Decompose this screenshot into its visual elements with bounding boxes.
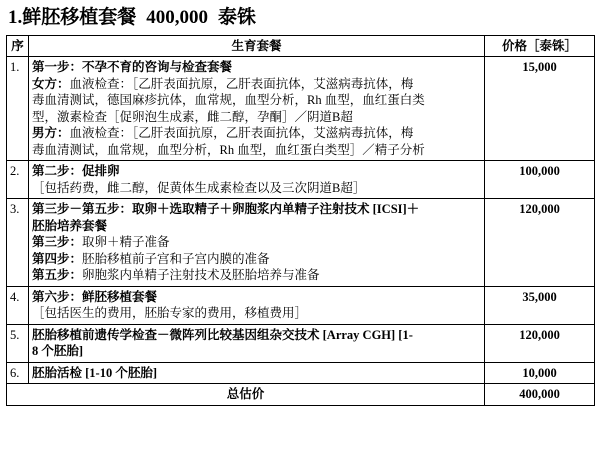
row-line-text: 血液检查：［乙肝表面抗原，乙肝表面抗体，艾滋病毒抗体，梅 — [69, 76, 414, 91]
row-line-label: 第三步： — [32, 235, 83, 250]
row-line-label: 胚胎培养套餐 — [32, 218, 108, 233]
row-body — [29, 286, 485, 324]
row-line-label: 第四步： — [32, 251, 83, 266]
row-line-text: ［包括药费，雌二醇，促黄体生成素检查以及三次阴道B超］ — [32, 180, 366, 195]
table-row — [7, 199, 595, 287]
row-price: 100,000 — [485, 161, 595, 199]
row-line-label: 第二步： — [32, 164, 83, 179]
row-seq: 3. — [7, 199, 29, 287]
row-seq: 2. — [7, 161, 29, 199]
title-currency: 泰铢 — [218, 7, 257, 28]
row-seq: 6. — [7, 362, 29, 384]
row-line-text: 胚胎移植前子宫和子宫内膜的准备 — [82, 251, 270, 266]
row-line-label: 女方： — [32, 76, 70, 91]
package-table — [6, 35, 595, 406]
row-seq: 1. — [7, 57, 29, 161]
row-price: 15,000 — [485, 57, 595, 161]
row-line-text: 鲜胚移植套餐 — [82, 289, 158, 304]
row-price: 120,000 — [485, 199, 595, 287]
table-row — [7, 362, 595, 384]
row-seq: 4. — [7, 286, 29, 324]
table-header-row — [7, 35, 595, 57]
row-line-label: 第五步： — [32, 268, 83, 283]
row-line-text: 取卵＋精子准备 — [82, 235, 170, 250]
row-price: 120,000 — [485, 324, 595, 362]
header-seq: 序 — [7, 35, 29, 57]
total-label: 总估价 — [7, 384, 485, 406]
row-line-label: 男方： — [32, 126, 70, 141]
row-line-text: 毒血清测试，德国麻疹抗体，血常规，血型分析，Rh 血型，血红蛋白类 — [32, 93, 425, 108]
row-line-text: 不孕不育的咨询与检查套餐 — [82, 60, 233, 75]
table-row — [7, 161, 595, 199]
table-row — [7, 57, 595, 161]
row-price: 35,000 — [485, 286, 595, 324]
row-price: 10,000 — [485, 362, 595, 384]
total-row — [7, 384, 595, 406]
row-line-label: 胚胎活检 — [32, 365, 83, 380]
row-line-text: 毒血清测试，血常规，血型分析，Rh 血型，血红蛋白类型］／精子分析 — [32, 142, 425, 157]
table-row — [7, 324, 595, 362]
title-number: 1. — [8, 7, 23, 28]
row-line-text: 促排卵 — [82, 164, 120, 179]
row-body — [29, 199, 485, 287]
table-row — [7, 286, 595, 324]
row-line-text: 取卵＋选取精子＋卵胞浆内单精子注射技术 [ICSI]＋ — [132, 202, 420, 217]
row-line-text: [1-10 个胚胎] — [82, 365, 158, 380]
row-seq: 5. — [7, 324, 29, 362]
row-line-label: 第六步： — [32, 289, 83, 304]
row-line-label: 第一步： — [32, 60, 83, 75]
row-line-text: 型，激素检查［促卵泡生成素，雌二醇，孕酮］／阴道B超 — [32, 109, 353, 124]
page-title — [8, 6, 594, 30]
title-main: 鲜胚移植套餐 — [22, 7, 137, 28]
row-body — [29, 161, 485, 199]
row-line-label: 第三步－第五步： — [32, 202, 133, 217]
row-line-text: 血液检查：［乙肝表面抗原，乙肝表面抗体，艾滋病毒抗体，梅 — [69, 126, 414, 141]
row-body — [29, 362, 485, 384]
row-line-text: 卵胞浆内单精子注射技术及胚胎培养与准备 — [82, 268, 320, 283]
title-price: 400,000 — [146, 7, 209, 28]
header-price: 价格［泰铢］ — [485, 35, 595, 57]
total-value: 400,000 — [485, 384, 595, 406]
row-line-label: 胚胎移植前遗传学检查－微阵列比较基因组杂交技术 [Array CGH] [1- — [32, 327, 413, 342]
row-line-text: ［包括医生的费用，胚胎专家的费用，移植费用］ — [32, 306, 308, 321]
row-line-label: 8 个胚胎] — [32, 344, 84, 359]
header-body: 生育套餐 — [29, 35, 485, 57]
row-body — [29, 57, 485, 161]
row-body — [29, 324, 485, 362]
